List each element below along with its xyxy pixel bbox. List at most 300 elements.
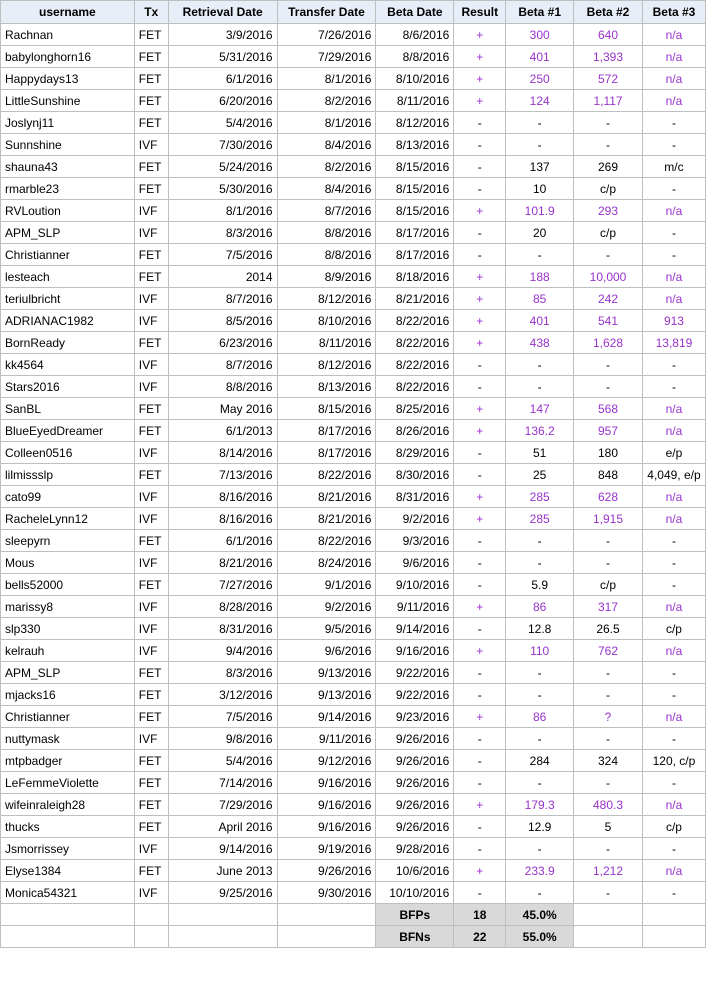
cell-tx[interactable]: IVF bbox=[134, 486, 168, 508]
cell-username[interactable]: bells52000 bbox=[1, 574, 135, 596]
cell-result[interactable]: - bbox=[454, 112, 506, 134]
cell-transfer-date[interactable]: 8/1/2016 bbox=[277, 68, 376, 90]
cell-username[interactable]: marissy8 bbox=[1, 596, 135, 618]
cell-beta-date[interactable]: 9/22/2016 bbox=[376, 684, 454, 706]
cell-beta-3[interactable]: n/a bbox=[642, 706, 705, 728]
cell-beta-date[interactable]: 8/22/2016 bbox=[376, 376, 454, 398]
cell-beta-2[interactable]: 324 bbox=[574, 750, 643, 772]
cell-beta-3[interactable]: - bbox=[642, 838, 705, 860]
cell-tx[interactable]: IVF bbox=[134, 640, 168, 662]
col-header-result[interactable]: Result bbox=[454, 1, 506, 24]
cell-username[interactable]: RVLoution bbox=[1, 200, 135, 222]
cell-beta-1[interactable]: - bbox=[506, 662, 574, 684]
cell-beta-date[interactable]: 8/15/2016 bbox=[376, 156, 454, 178]
cell-beta-2[interactable]: 26.5 bbox=[574, 618, 643, 640]
cell-transfer-date[interactable]: 8/4/2016 bbox=[277, 178, 376, 200]
cell-beta-2[interactable]: 848 bbox=[574, 464, 643, 486]
cell-beta-1[interactable]: 401 bbox=[506, 46, 574, 68]
cell-beta-date[interactable]: 9/16/2016 bbox=[376, 640, 454, 662]
cell-beta-1[interactable]: - bbox=[506, 772, 574, 794]
cell-retrieval-date[interactable]: 8/7/2016 bbox=[168, 288, 277, 310]
cell-tx[interactable]: FET bbox=[134, 772, 168, 794]
cell-beta-date[interactable]: 8/17/2016 bbox=[376, 244, 454, 266]
cell-retrieval-date[interactable]: 5/24/2016 bbox=[168, 156, 277, 178]
cell-tx[interactable]: FET bbox=[134, 398, 168, 420]
cell-beta-date[interactable]: 8/15/2016 bbox=[376, 178, 454, 200]
cell-beta-3[interactable]: - bbox=[642, 882, 705, 904]
cell-result[interactable]: + bbox=[454, 288, 506, 310]
cell-beta-3[interactable]: - bbox=[642, 574, 705, 596]
cell-result[interactable]: - bbox=[454, 134, 506, 156]
cell-username[interactable]: cato99 bbox=[1, 486, 135, 508]
cell-beta-2[interactable]: - bbox=[574, 112, 643, 134]
cell-beta-date[interactable]: 9/26/2016 bbox=[376, 794, 454, 816]
cell-transfer-date[interactable]: 9/16/2016 bbox=[277, 816, 376, 838]
cell-beta-3[interactable]: c/p bbox=[642, 618, 705, 640]
empty-cell[interactable] bbox=[642, 904, 705, 926]
cell-tx[interactable]: FET bbox=[134, 420, 168, 442]
cell-beta-1[interactable]: - bbox=[506, 244, 574, 266]
cell-username[interactable]: wifeinraleigh28 bbox=[1, 794, 135, 816]
cell-retrieval-date[interactable]: 8/16/2016 bbox=[168, 508, 277, 530]
cell-username[interactable]: Joslynj11 bbox=[1, 112, 135, 134]
cell-username[interactable]: sleepyrn bbox=[1, 530, 135, 552]
cell-beta-3[interactable]: 13,819 bbox=[642, 332, 705, 354]
cell-tx[interactable]: FET bbox=[134, 68, 168, 90]
cell-retrieval-date[interactable]: 8/8/2016 bbox=[168, 376, 277, 398]
cell-transfer-date[interactable]: 8/1/2016 bbox=[277, 112, 376, 134]
cell-username[interactable]: APM_SLP bbox=[1, 222, 135, 244]
cell-username[interactable]: Christianner bbox=[1, 244, 135, 266]
cell-retrieval-date[interactable]: 7/5/2016 bbox=[168, 244, 277, 266]
cell-transfer-date[interactable]: 9/26/2016 bbox=[277, 860, 376, 882]
cell-result[interactable]: - bbox=[454, 838, 506, 860]
cell-beta-3[interactable]: - bbox=[642, 354, 705, 376]
cell-tx[interactable]: IVF bbox=[134, 376, 168, 398]
cell-retrieval-date[interactable]: 7/29/2016 bbox=[168, 794, 277, 816]
cell-beta-2[interactable]: 572 bbox=[574, 68, 643, 90]
cell-transfer-date[interactable]: 9/11/2016 bbox=[277, 728, 376, 750]
cell-result[interactable]: + bbox=[454, 90, 506, 112]
cell-username[interactable]: lesteach bbox=[1, 266, 135, 288]
cell-username[interactable]: LittleSunshine bbox=[1, 90, 135, 112]
cell-beta-1[interactable]: 10 bbox=[506, 178, 574, 200]
cell-beta-3[interactable]: n/a bbox=[642, 24, 705, 46]
cell-beta-3[interactable]: n/a bbox=[642, 200, 705, 222]
cell-result[interactable]: + bbox=[454, 486, 506, 508]
cell-transfer-date[interactable]: 8/2/2016 bbox=[277, 156, 376, 178]
cell-transfer-date[interactable]: 8/15/2016 bbox=[277, 398, 376, 420]
cell-beta-date[interactable]: 9/23/2016 bbox=[376, 706, 454, 728]
cell-username[interactable]: kelrauh bbox=[1, 640, 135, 662]
cell-retrieval-date[interactable]: 6/1/2016 bbox=[168, 530, 277, 552]
cell-tx[interactable]: IVF bbox=[134, 618, 168, 640]
empty-cell[interactable] bbox=[168, 904, 277, 926]
cell-beta-1[interactable]: 86 bbox=[506, 706, 574, 728]
cell-beta-date[interactable]: 8/6/2016 bbox=[376, 24, 454, 46]
empty-cell[interactable] bbox=[1, 926, 135, 948]
cell-result[interactable]: - bbox=[454, 816, 506, 838]
empty-cell[interactable] bbox=[134, 926, 168, 948]
cell-beta-3[interactable]: - bbox=[642, 530, 705, 552]
cell-retrieval-date[interactable]: 2014 bbox=[168, 266, 277, 288]
cell-retrieval-date[interactable]: 8/3/2016 bbox=[168, 222, 277, 244]
cell-beta-1[interactable]: - bbox=[506, 838, 574, 860]
cell-retrieval-date[interactable]: 5/30/2016 bbox=[168, 178, 277, 200]
bfp-percent-cell[interactable]: 45.0% bbox=[506, 904, 574, 926]
cell-beta-1[interactable]: 20 bbox=[506, 222, 574, 244]
cell-tx[interactable]: IVF bbox=[134, 596, 168, 618]
bfp-label-cell[interactable]: BFPs bbox=[376, 904, 454, 926]
cell-tx[interactable]: IVF bbox=[134, 552, 168, 574]
cell-transfer-date[interactable]: 8/21/2016 bbox=[277, 486, 376, 508]
cell-transfer-date[interactable]: 9/13/2016 bbox=[277, 684, 376, 706]
cell-retrieval-date[interactable]: 8/28/2016 bbox=[168, 596, 277, 618]
cell-transfer-date[interactable]: 8/4/2016 bbox=[277, 134, 376, 156]
cell-tx[interactable]: FET bbox=[134, 332, 168, 354]
cell-beta-3[interactable]: - bbox=[642, 552, 705, 574]
cell-transfer-date[interactable]: 9/2/2016 bbox=[277, 596, 376, 618]
cell-tx[interactable]: FET bbox=[134, 112, 168, 134]
col-header-transfer-date[interactable]: Transfer Date bbox=[277, 1, 376, 24]
cell-beta-date[interactable]: 9/26/2016 bbox=[376, 750, 454, 772]
cell-beta-date[interactable]: 9/10/2016 bbox=[376, 574, 454, 596]
cell-transfer-date[interactable]: 8/10/2016 bbox=[277, 310, 376, 332]
cell-beta-3[interactable]: - bbox=[642, 222, 705, 244]
cell-beta-date[interactable]: 8/12/2016 bbox=[376, 112, 454, 134]
cell-username[interactable]: mjacks16 bbox=[1, 684, 135, 706]
cell-transfer-date[interactable]: 7/29/2016 bbox=[277, 46, 376, 68]
cell-beta-2[interactable]: - bbox=[574, 376, 643, 398]
cell-tx[interactable]: IVF bbox=[134, 222, 168, 244]
cell-beta-1[interactable]: 284 bbox=[506, 750, 574, 772]
cell-transfer-date[interactable]: 8/12/2016 bbox=[277, 288, 376, 310]
cell-beta-2[interactable]: 1,117 bbox=[574, 90, 643, 112]
cell-transfer-date[interactable]: 8/17/2016 bbox=[277, 420, 376, 442]
empty-cell[interactable] bbox=[277, 904, 376, 926]
cell-beta-2[interactable]: 180 bbox=[574, 442, 643, 464]
cell-result[interactable]: + bbox=[454, 68, 506, 90]
cell-tx[interactable]: FET bbox=[134, 90, 168, 112]
cell-username[interactable]: Monica54321 bbox=[1, 882, 135, 904]
cell-beta-date[interactable]: 8/11/2016 bbox=[376, 90, 454, 112]
cell-tx[interactable]: IVF bbox=[134, 354, 168, 376]
cell-beta-2[interactable]: 1,915 bbox=[574, 508, 643, 530]
cell-result[interactable]: - bbox=[454, 442, 506, 464]
empty-cell[interactable] bbox=[574, 926, 643, 948]
cell-username[interactable]: RacheleLynn12 bbox=[1, 508, 135, 530]
cell-beta-2[interactable]: c/p bbox=[574, 178, 643, 200]
cell-result[interactable]: - bbox=[454, 156, 506, 178]
cell-result[interactable]: + bbox=[454, 200, 506, 222]
cell-beta-date[interactable]: 10/6/2016 bbox=[376, 860, 454, 882]
cell-beta-3[interactable]: n/a bbox=[642, 596, 705, 618]
cell-result[interactable]: + bbox=[454, 420, 506, 442]
cell-beta-3[interactable]: - bbox=[642, 178, 705, 200]
cell-beta-2[interactable]: 293 bbox=[574, 200, 643, 222]
empty-cell[interactable] bbox=[574, 904, 643, 926]
col-header-beta-1[interactable]: Beta #1 bbox=[506, 1, 574, 24]
cell-result[interactable]: - bbox=[454, 750, 506, 772]
cell-transfer-date[interactable]: 8/8/2016 bbox=[277, 222, 376, 244]
cell-tx[interactable]: FET bbox=[134, 464, 168, 486]
cell-result[interactable]: - bbox=[454, 552, 506, 574]
cell-beta-2[interactable]: 242 bbox=[574, 288, 643, 310]
cell-beta-1[interactable]: 147 bbox=[506, 398, 574, 420]
cell-retrieval-date[interactable]: 8/1/2016 bbox=[168, 200, 277, 222]
cell-transfer-date[interactable]: 8/22/2016 bbox=[277, 464, 376, 486]
cell-username[interactable]: Rachnan bbox=[1, 24, 135, 46]
cell-beta-2[interactable]: - bbox=[574, 552, 643, 574]
cell-result[interactable]: - bbox=[454, 222, 506, 244]
cell-transfer-date[interactable]: 9/16/2016 bbox=[277, 794, 376, 816]
cell-retrieval-date[interactable]: 8/7/2016 bbox=[168, 354, 277, 376]
cell-result[interactable]: - bbox=[454, 684, 506, 706]
cell-retrieval-date[interactable]: 8/14/2016 bbox=[168, 442, 277, 464]
cell-beta-1[interactable]: - bbox=[506, 684, 574, 706]
cell-beta-1[interactable]: - bbox=[506, 376, 574, 398]
empty-cell[interactable] bbox=[134, 904, 168, 926]
cell-retrieval-date[interactable]: 9/8/2016 bbox=[168, 728, 277, 750]
cell-tx[interactable]: FET bbox=[134, 662, 168, 684]
cell-retrieval-date[interactable]: 3/9/2016 bbox=[168, 24, 277, 46]
cell-beta-2[interactable]: - bbox=[574, 530, 643, 552]
empty-cell[interactable] bbox=[642, 926, 705, 948]
cell-retrieval-date[interactable]: 5/4/2016 bbox=[168, 112, 277, 134]
empty-cell[interactable] bbox=[168, 926, 277, 948]
cell-username[interactable]: Elyse1384 bbox=[1, 860, 135, 882]
cell-beta-date[interactable]: 8/29/2016 bbox=[376, 442, 454, 464]
cell-tx[interactable]: IVF bbox=[134, 288, 168, 310]
cell-tx[interactable]: IVF bbox=[134, 200, 168, 222]
cell-beta-2[interactable]: 541 bbox=[574, 310, 643, 332]
cell-beta-3[interactable]: - bbox=[642, 376, 705, 398]
cell-beta-date[interactable]: 8/26/2016 bbox=[376, 420, 454, 442]
cell-beta-date[interactable]: 8/15/2016 bbox=[376, 200, 454, 222]
cell-username[interactable]: Colleen0516 bbox=[1, 442, 135, 464]
bfn-label-cell[interactable]: BFNs bbox=[376, 926, 454, 948]
cell-beta-1[interactable]: 401 bbox=[506, 310, 574, 332]
cell-retrieval-date[interactable]: 8/16/2016 bbox=[168, 486, 277, 508]
cell-username[interactable]: nuttymask bbox=[1, 728, 135, 750]
cell-beta-date[interactable]: 9/26/2016 bbox=[376, 772, 454, 794]
cell-beta-1[interactable]: 188 bbox=[506, 266, 574, 288]
cell-tx[interactable]: IVF bbox=[134, 508, 168, 530]
cell-result[interactable]: - bbox=[454, 662, 506, 684]
cell-beta-1[interactable]: - bbox=[506, 552, 574, 574]
cell-beta-date[interactable]: 8/8/2016 bbox=[376, 46, 454, 68]
cell-beta-date[interactable]: 8/22/2016 bbox=[376, 310, 454, 332]
cell-retrieval-date[interactable]: 3/12/2016 bbox=[168, 684, 277, 706]
cell-beta-1[interactable]: 25 bbox=[506, 464, 574, 486]
cell-beta-1[interactable]: 285 bbox=[506, 486, 574, 508]
cell-username[interactable]: BlueEyedDreamer bbox=[1, 420, 135, 442]
cell-transfer-date[interactable]: 9/16/2016 bbox=[277, 772, 376, 794]
cell-tx[interactable]: IVF bbox=[134, 310, 168, 332]
cell-result[interactable]: - bbox=[454, 178, 506, 200]
cell-beta-2[interactable]: 628 bbox=[574, 486, 643, 508]
cell-beta-3[interactable]: - bbox=[642, 772, 705, 794]
cell-username[interactable]: shauna43 bbox=[1, 156, 135, 178]
cell-beta-1[interactable]: 51 bbox=[506, 442, 574, 464]
cell-beta-date[interactable]: 9/11/2016 bbox=[376, 596, 454, 618]
cell-tx[interactable]: FET bbox=[134, 244, 168, 266]
cell-transfer-date[interactable]: 9/6/2016 bbox=[277, 640, 376, 662]
cell-result[interactable]: - bbox=[454, 376, 506, 398]
cell-retrieval-date[interactable]: 7/5/2016 bbox=[168, 706, 277, 728]
cell-result[interactable]: - bbox=[454, 882, 506, 904]
cell-result[interactable]: - bbox=[454, 772, 506, 794]
cell-beta-2[interactable]: c/p bbox=[574, 574, 643, 596]
cell-result[interactable]: + bbox=[454, 310, 506, 332]
cell-beta-3[interactable]: n/a bbox=[642, 794, 705, 816]
cell-beta-date[interactable]: 9/6/2016 bbox=[376, 552, 454, 574]
cell-retrieval-date[interactable]: 8/5/2016 bbox=[168, 310, 277, 332]
cell-result[interactable]: + bbox=[454, 596, 506, 618]
cell-beta-2[interactable]: 480.3 bbox=[574, 794, 643, 816]
cell-beta-1[interactable]: 110 bbox=[506, 640, 574, 662]
cell-tx[interactable]: FET bbox=[134, 706, 168, 728]
cell-beta-date[interactable]: 8/22/2016 bbox=[376, 354, 454, 376]
cell-beta-date[interactable]: 8/21/2016 bbox=[376, 288, 454, 310]
cell-transfer-date[interactable]: 8/11/2016 bbox=[277, 332, 376, 354]
cell-tx[interactable]: FET bbox=[134, 574, 168, 596]
cell-tx[interactable]: FET bbox=[134, 684, 168, 706]
cell-beta-1[interactable]: - bbox=[506, 882, 574, 904]
cell-beta-3[interactable]: n/a bbox=[642, 46, 705, 68]
cell-tx[interactable]: FET bbox=[134, 178, 168, 200]
cell-beta-1[interactable]: 179.3 bbox=[506, 794, 574, 816]
cell-retrieval-date[interactable]: 6/1/2013 bbox=[168, 420, 277, 442]
cell-beta-date[interactable]: 8/17/2016 bbox=[376, 222, 454, 244]
bfp-count-cell[interactable]: 18 bbox=[454, 904, 506, 926]
cell-beta-2[interactable]: ? bbox=[574, 706, 643, 728]
cell-retrieval-date[interactable]: June 2013 bbox=[168, 860, 277, 882]
cell-beta-1[interactable]: 5.9 bbox=[506, 574, 574, 596]
cell-beta-2[interactable]: 317 bbox=[574, 596, 643, 618]
cell-beta-3[interactable]: n/a bbox=[642, 860, 705, 882]
cell-tx[interactable]: FET bbox=[134, 860, 168, 882]
empty-cell[interactable] bbox=[1, 904, 135, 926]
cell-transfer-date[interactable]: 8/17/2016 bbox=[277, 442, 376, 464]
cell-beta-2[interactable]: c/p bbox=[574, 222, 643, 244]
cell-beta-1[interactable]: 438 bbox=[506, 332, 574, 354]
cell-transfer-date[interactable]: 8/9/2016 bbox=[277, 266, 376, 288]
cell-retrieval-date[interactable]: May 2016 bbox=[168, 398, 277, 420]
cell-retrieval-date[interactable]: 5/31/2016 bbox=[168, 46, 277, 68]
cell-beta-1[interactable]: - bbox=[506, 728, 574, 750]
cell-transfer-date[interactable]: 8/8/2016 bbox=[277, 244, 376, 266]
cell-beta-2[interactable]: 640 bbox=[574, 24, 643, 46]
cell-username[interactable]: lilmissslp bbox=[1, 464, 135, 486]
cell-beta-1[interactable]: 86 bbox=[506, 596, 574, 618]
cell-tx[interactable]: IVF bbox=[134, 728, 168, 750]
cell-username[interactable]: Stars2016 bbox=[1, 376, 135, 398]
bfn-count-cell[interactable]: 22 bbox=[454, 926, 506, 948]
cell-beta-3[interactable]: n/a bbox=[642, 90, 705, 112]
cell-beta-date[interactable]: 9/14/2016 bbox=[376, 618, 454, 640]
cell-result[interactable]: - bbox=[454, 618, 506, 640]
cell-beta-date[interactable]: 8/10/2016 bbox=[376, 68, 454, 90]
cell-beta-3[interactable]: 4,049, e/p bbox=[642, 464, 705, 486]
cell-beta-1[interactable]: 85 bbox=[506, 288, 574, 310]
cell-result[interactable]: + bbox=[454, 46, 506, 68]
cell-result[interactable]: + bbox=[454, 332, 506, 354]
cell-beta-3[interactable]: n/a bbox=[642, 68, 705, 90]
bfn-percent-cell[interactable]: 55.0% bbox=[506, 926, 574, 948]
cell-username[interactable]: rmarble23 bbox=[1, 178, 135, 200]
cell-result[interactable]: + bbox=[454, 508, 506, 530]
cell-tx[interactable]: FET bbox=[134, 156, 168, 178]
cell-beta-1[interactable]: 300 bbox=[506, 24, 574, 46]
cell-beta-2[interactable]: - bbox=[574, 684, 643, 706]
cell-beta-1[interactable]: 12.9 bbox=[506, 816, 574, 838]
cell-username[interactable]: mtpbadger bbox=[1, 750, 135, 772]
cell-beta-date[interactable]: 8/13/2016 bbox=[376, 134, 454, 156]
cell-username[interactable]: Happydays13 bbox=[1, 68, 135, 90]
cell-beta-date[interactable]: 9/26/2016 bbox=[376, 728, 454, 750]
cell-transfer-date[interactable]: 9/19/2016 bbox=[277, 838, 376, 860]
cell-beta-3[interactable]: - bbox=[642, 112, 705, 134]
cell-beta-date[interactable]: 8/18/2016 bbox=[376, 266, 454, 288]
cell-transfer-date[interactable]: 8/21/2016 bbox=[277, 508, 376, 530]
cell-transfer-date[interactable]: 9/1/2016 bbox=[277, 574, 376, 596]
col-header-tx[interactable]: Tx bbox=[134, 1, 168, 24]
cell-retrieval-date[interactable]: 7/14/2016 bbox=[168, 772, 277, 794]
cell-beta-3[interactable]: n/a bbox=[642, 486, 705, 508]
cell-retrieval-date[interactable]: 8/3/2016 bbox=[168, 662, 277, 684]
cell-retrieval-date[interactable]: 7/27/2016 bbox=[168, 574, 277, 596]
cell-result[interactable]: - bbox=[454, 464, 506, 486]
cell-result[interactable]: - bbox=[454, 244, 506, 266]
cell-result[interactable]: + bbox=[454, 24, 506, 46]
cell-beta-1[interactable]: - bbox=[506, 530, 574, 552]
empty-cell[interactable] bbox=[277, 926, 376, 948]
cell-tx[interactable]: FET bbox=[134, 794, 168, 816]
cell-retrieval-date[interactable]: 6/20/2016 bbox=[168, 90, 277, 112]
cell-beta-1[interactable]: 136.2 bbox=[506, 420, 574, 442]
cell-beta-2[interactable]: 762 bbox=[574, 640, 643, 662]
cell-username[interactable]: teriulbricht bbox=[1, 288, 135, 310]
col-header-username[interactable]: username bbox=[1, 1, 135, 24]
cell-beta-3[interactable]: n/a bbox=[642, 420, 705, 442]
cell-beta-3[interactable]: - bbox=[642, 244, 705, 266]
cell-username[interactable]: Mous bbox=[1, 552, 135, 574]
cell-beta-1[interactable]: 124 bbox=[506, 90, 574, 112]
cell-transfer-date[interactable]: 8/7/2016 bbox=[277, 200, 376, 222]
cell-result[interactable]: + bbox=[454, 640, 506, 662]
cell-tx[interactable]: IVF bbox=[134, 882, 168, 904]
cell-retrieval-date[interactable]: 9/25/2016 bbox=[168, 882, 277, 904]
cell-username[interactable]: ADRIANAC1982 bbox=[1, 310, 135, 332]
cell-username[interactable]: slp330 bbox=[1, 618, 135, 640]
cell-username[interactable]: kk4564 bbox=[1, 354, 135, 376]
cell-username[interactable]: Christianner bbox=[1, 706, 135, 728]
cell-beta-1[interactable]: 12.8 bbox=[506, 618, 574, 640]
col-header-beta-3[interactable]: Beta #3 bbox=[642, 1, 705, 24]
cell-beta-2[interactable]: 568 bbox=[574, 398, 643, 420]
cell-beta-3[interactable]: n/a bbox=[642, 398, 705, 420]
cell-beta-date[interactable]: 9/26/2016 bbox=[376, 816, 454, 838]
cell-result[interactable]: + bbox=[454, 266, 506, 288]
cell-beta-3[interactable]: n/a bbox=[642, 288, 705, 310]
cell-result[interactable]: + bbox=[454, 794, 506, 816]
cell-beta-1[interactable]: - bbox=[506, 112, 574, 134]
cell-beta-2[interactable]: - bbox=[574, 772, 643, 794]
cell-retrieval-date[interactable]: 8/21/2016 bbox=[168, 552, 277, 574]
cell-tx[interactable]: FET bbox=[134, 24, 168, 46]
cell-retrieval-date[interactable]: 9/4/2016 bbox=[168, 640, 277, 662]
